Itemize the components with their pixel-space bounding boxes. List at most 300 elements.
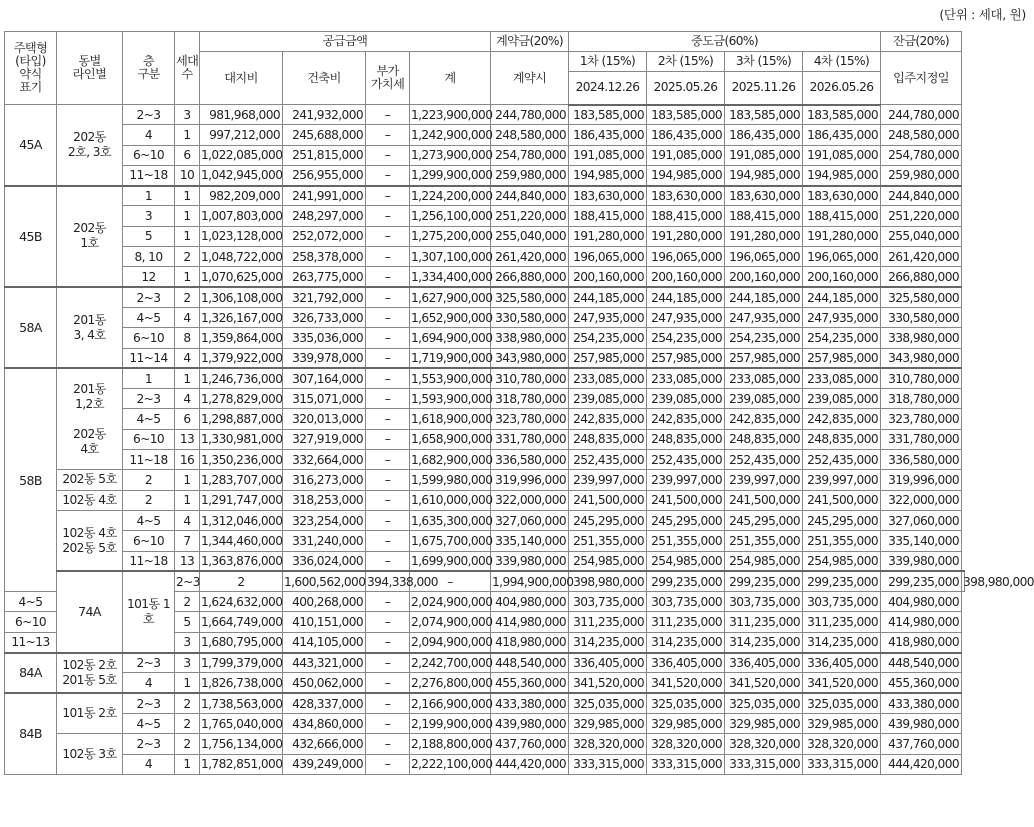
building-price-cell: 256,955,000 [283,165,366,185]
dong-line-text: 4호 [80,441,99,456]
table-row [5,165,965,185]
vat-cell: – [366,510,410,530]
floor-cell: 4 [123,754,175,774]
middle-4-cell: 251,355,000 [803,531,881,551]
floor-cell: 6~10 [5,612,57,632]
floor-cell: 8, 10 [123,247,175,267]
middle-4-cell: 254,985,000 [803,551,881,571]
land-price-cell: 1,278,829,000 [200,389,283,409]
contract-cell: 343,980,000 [491,348,569,368]
middle-3-cell: 325,035,000 [725,693,803,713]
middle-3-cell: 341,520,000 [725,673,803,693]
floor-cell: 1 [123,368,175,388]
middle-1-cell: 196,065,000 [569,247,647,267]
land-price-cell: 1,048,722,000 [200,247,283,267]
contract-cell: 254,780,000 [491,145,569,165]
dong-line-text [58,412,121,427]
building-price-cell: 339,978,000 [283,348,366,368]
middle-1-cell: 188,415,000 [569,206,647,226]
header-move-in: 입주지정일 [881,52,962,105]
contract-cell: 251,220,000 [491,206,569,226]
total-price-cell: 2,094,900,000 [410,632,491,652]
table-body [5,105,1034,775]
dong-line-text: 2호, 3호 [67,144,112,159]
households-cell: 3 [175,105,200,125]
floor-cell: 11~13 [5,632,57,652]
households-cell: 1 [175,673,200,693]
balance-cell: 439,980,000 [881,713,962,733]
building-price-cell: 245,688,000 [283,125,366,145]
contract-cell: 335,140,000 [491,531,569,551]
households-cell: 1 [175,470,200,490]
middle-3-cell: 303,735,000 [725,592,803,612]
building-price-cell: 248,297,000 [283,206,366,226]
middle-2-cell: 191,280,000 [647,226,725,246]
building-price-cell: 443,321,000 [283,653,366,673]
households-cell: 13 [175,551,200,571]
header-m3-date: 2025.11.26 [725,72,803,105]
floor-cell: 5 [123,226,175,246]
dong-line-text: 201동 [73,381,106,396]
vat-cell: – [366,145,410,165]
total-price-cell: 1,682,900,000 [410,450,491,470]
type-cell: 84B [5,693,57,774]
dong-line-text: 102동 4호 [62,525,117,540]
middle-2-cell: 303,735,000 [647,592,725,612]
middle-3-cell: 311,235,000 [725,612,803,632]
middle-4-cell: 314,235,000 [803,632,881,652]
floor-cell: 3 [123,206,175,226]
land-price-cell: 997,212,000 [200,125,283,145]
contract-cell: 327,060,000 [491,510,569,530]
total-price-cell: 2,024,900,000 [410,592,491,612]
middle-2-cell: 245,295,000 [647,510,725,530]
middle-2-cell: 239,997,000 [647,470,725,490]
vat-cell: – [366,490,410,510]
middle-4-cell: 191,085,000 [803,145,881,165]
middle-1-cell: 244,185,000 [569,287,647,307]
dong-line-cell [57,105,123,186]
total-price-cell: 1,610,000,000 [410,490,491,510]
land-price-cell: 1,023,128,000 [200,226,283,246]
households-cell: 2 [200,571,283,591]
total-price-cell: 2,242,700,000 [410,653,491,673]
dong-line-text: 102동 3호 [62,746,117,761]
middle-4-cell: 244,185,000 [803,287,881,307]
households-cell: 1 [175,490,200,510]
middle-4-cell: 186,435,000 [803,125,881,145]
middle-4-cell: 341,520,000 [803,673,881,693]
total-price-cell: 1,618,900,000 [410,409,491,429]
households-cell: 1 [175,267,200,287]
building-price-cell: 258,378,000 [283,247,366,267]
land-price-cell: 1,680,795,000 [200,632,283,652]
households-cell: 4 [175,510,200,530]
balance-cell: 319,996,000 [881,470,962,490]
households-cell: 7 [175,531,200,551]
middle-4-cell: 252,435,000 [803,450,881,470]
vat-cell: – [366,307,410,327]
balance-cell: 251,220,000 [881,206,962,226]
middle-1-cell: 191,085,000 [569,145,647,165]
land-price-cell: 1,738,563,000 [200,693,283,713]
table-row [5,713,965,733]
contract-cell: 444,420,000 [491,754,569,774]
middle-4-cell: 303,735,000 [803,592,881,612]
total-price-cell: 1,223,900,000 [410,105,491,125]
middle-4-cell: 333,315,000 [803,754,881,774]
households-cell: 2 [175,734,200,754]
total-price-cell: 1,627,900,000 [410,287,491,307]
unit-note: (단위 : 세대, 원) [939,7,1026,22]
floor-cell: 11~18 [123,450,175,470]
balance-cell: 310,780,000 [881,368,962,388]
table-row [5,145,965,165]
middle-3-cell: 196,065,000 [725,247,803,267]
table-row [5,389,965,409]
balance-cell: 418,980,000 [881,632,962,652]
households-cell: 1 [175,754,200,774]
balance-cell: 244,840,000 [881,186,962,206]
middle-3-cell: 336,405,000 [725,653,803,673]
building-price-cell: 335,036,000 [283,328,366,348]
middle-3-cell: 252,435,000 [725,450,803,470]
total-price-cell: 1,675,700,000 [410,531,491,551]
floor-cell: 2~3 [123,653,175,673]
building-price-cell: 432,666,000 [283,734,366,754]
type-cell: 84A [5,653,57,694]
middle-4-cell: 239,085,000 [803,389,881,409]
total-price-cell: 1,599,980,000 [410,470,491,490]
floor-cell: 6~10 [123,328,175,348]
total-price-cell: 1,275,200,000 [410,226,491,246]
header-floor: 층 구분 [123,32,175,105]
vat-cell: – [366,287,410,307]
middle-1-cell: 186,435,000 [569,125,647,145]
balance-cell: 259,980,000 [881,165,962,185]
middle-3-cell: 233,085,000 [725,368,803,388]
contract-cell: 323,780,000 [491,409,569,429]
building-price-cell: 241,932,000 [283,105,366,125]
middle-4-cell: 248,835,000 [803,429,881,449]
balance-cell: 398,980,000 [962,571,965,591]
middle-1-cell: 251,355,000 [569,531,647,551]
middle-2-cell: 244,185,000 [647,287,725,307]
building-price-cell: 316,273,000 [283,470,366,490]
contract-cell: 331,780,000 [491,429,569,449]
vat-cell: – [410,571,491,591]
floor-cell: 2~3 [123,734,175,754]
middle-3-cell: 248,835,000 [725,429,803,449]
households-cell: 3 [175,632,200,652]
floor-cell: 4~5 [123,713,175,733]
dong-line-cell [57,470,123,490]
floor-cell: 6~10 [123,145,175,165]
floor-cell: 6~10 [123,531,175,551]
households-cell: 2 [175,693,200,713]
floor-cell: 2~3 [123,105,175,125]
middle-3-cell: 254,985,000 [725,551,803,571]
middle-2-cell: 336,405,000 [647,653,725,673]
middle-1-cell: 328,320,000 [569,734,647,754]
households-cell: 1 [175,226,200,246]
table-row [5,267,965,287]
middle-1-cell: 233,085,000 [569,368,647,388]
contract-cell: 244,840,000 [491,186,569,206]
total-price-cell: 1,994,900,000 [491,571,569,591]
vat-cell: – [366,734,410,754]
building-price-cell: 241,991,000 [283,186,366,206]
table-row [5,247,965,267]
balance-cell: 266,880,000 [881,267,962,287]
contract-cell: 339,980,000 [491,551,569,571]
middle-4-cell: 196,065,000 [803,247,881,267]
land-price-cell: 1,312,046,000 [200,510,283,530]
contract-cell: 322,000,000 [491,490,569,510]
table-row [5,368,965,388]
middle-3-cell: 191,280,000 [725,226,803,246]
land-price-cell: 1,246,736,000 [200,368,283,388]
table-row [5,470,965,490]
middle-4-cell: 242,835,000 [803,409,881,429]
middle-1-cell: 341,520,000 [569,673,647,693]
contract-cell: 248,580,000 [491,125,569,145]
households-cell: 4 [175,389,200,409]
land-price-cell: 1,070,625,000 [200,267,283,287]
contract-cell: 439,980,000 [491,713,569,733]
land-price-cell: 1,306,108,000 [200,287,283,307]
households-cell: 4 [175,348,200,368]
vat-cell: – [366,693,410,713]
contract-cell: 318,780,000 [491,389,569,409]
total-price-cell: 1,694,900,000 [410,328,491,348]
type-cell: 58B [5,368,57,591]
floor-cell: 4 [123,125,175,145]
middle-2-cell: 254,985,000 [647,551,725,571]
total-price-cell: 1,593,900,000 [410,389,491,409]
middle-1-cell: 194,985,000 [569,165,647,185]
contract-cell: 437,760,000 [491,734,569,754]
balance-cell: 339,980,000 [881,551,962,571]
balance-cell: 433,380,000 [881,693,962,713]
vat-cell: – [366,531,410,551]
building-price-cell: 320,013,000 [283,409,366,429]
table-row [5,653,965,673]
balance-cell: 254,780,000 [881,145,962,165]
middle-1-cell: 248,835,000 [569,429,647,449]
middle-4-cell: 200,160,000 [803,267,881,287]
middle-3-cell: 328,320,000 [725,734,803,754]
middle-4-cell: 299,235,000 [881,571,962,591]
dong-line-cell [57,368,123,469]
vat-cell: – [366,429,410,449]
header-supply-price: 공급금액 [200,32,491,52]
building-price-cell: 336,024,000 [283,551,366,571]
middle-2-cell: 233,085,000 [647,368,725,388]
table-row [5,754,965,774]
middle-2-cell: 186,435,000 [647,125,725,145]
middle-3-cell: 251,355,000 [725,531,803,551]
middle-3-cell: 183,585,000 [725,105,803,125]
dong-line-text: 202동 5호 [62,540,117,555]
vat-cell: – [366,186,410,206]
building-price-cell: 332,664,000 [283,450,366,470]
middle-1-cell: 191,280,000 [569,226,647,246]
header-building: 건축비 [283,52,366,105]
type-cell: 74A [57,571,123,652]
building-price-cell: 263,775,000 [283,267,366,287]
middle-2-cell: 239,085,000 [647,389,725,409]
land-price-cell: 1,756,134,000 [200,734,283,754]
balance-cell: 338,980,000 [881,328,962,348]
table-row [5,105,965,125]
middle-2-cell: 325,035,000 [647,693,725,713]
table-row [5,429,965,449]
total-price-cell: 2,199,900,000 [410,713,491,733]
middle-1-cell: 329,985,000 [569,713,647,733]
table-row [5,206,965,226]
land-price-cell: 1,326,167,000 [200,307,283,327]
middle-3-cell: 245,295,000 [725,510,803,530]
total-price-cell: 1,635,300,000 [410,510,491,530]
contract-cell: 398,980,000 [569,571,647,591]
floor-cell: 2~3 [123,389,175,409]
contract-cell: 319,996,000 [491,470,569,490]
land-price-cell: 1,007,803,000 [200,206,283,226]
total-price-cell: 1,299,900,000 [410,165,491,185]
land-price-cell: 1,283,707,000 [200,470,283,490]
middle-4-cell: 191,280,000 [803,226,881,246]
vat-cell: – [366,247,410,267]
middle-2-cell: 314,235,000 [647,632,725,652]
middle-3-cell: 186,435,000 [725,125,803,145]
contract-cell: 310,780,000 [491,368,569,388]
table-row [5,125,965,145]
middle-1-cell: 333,315,000 [569,754,647,774]
land-price-cell: 1,624,632,000 [200,592,283,612]
balance-cell: 318,780,000 [881,389,962,409]
table-row [5,734,965,754]
land-price-cell: 1,664,749,000 [200,612,283,632]
total-price-cell: 2,074,900,000 [410,612,491,632]
middle-2-cell: 194,985,000 [647,165,725,185]
households-cell: 3 [175,653,200,673]
middle-3-cell: 241,500,000 [725,490,803,510]
table-row [5,673,965,693]
vat-cell: – [366,125,410,145]
land-price-cell: 981,968,000 [200,105,283,125]
middle-3-cell: 183,630,000 [725,186,803,206]
land-price-cell: 1,042,945,000 [200,165,283,185]
land-price-cell: 1,379,922,000 [200,348,283,368]
building-price-cell: 434,860,000 [283,713,366,733]
total-price-cell: 1,256,100,000 [410,206,491,226]
balance-cell: 331,780,000 [881,429,962,449]
households-cell: 1 [175,186,200,206]
middle-2-cell: 241,500,000 [647,490,725,510]
dong-line-cell [57,287,123,368]
middle-3-cell: 329,985,000 [725,713,803,733]
middle-3-cell: 188,415,000 [725,206,803,226]
vat-cell: – [366,348,410,368]
middle-2-cell: 299,235,000 [725,571,803,591]
middle-2-cell: 183,585,000 [647,105,725,125]
total-price-cell: 1,224,200,000 [410,186,491,206]
dong-line-text: 202동 5호 [62,472,117,487]
land-price-cell: 1,344,460,000 [200,531,283,551]
middle-3-cell: 257,985,000 [725,348,803,368]
dong-line-text: 202동 [73,129,106,144]
building-price-cell: 327,919,000 [283,429,366,449]
header-vat: 부가 가치세 [366,52,410,105]
middle-3-cell: 200,160,000 [725,267,803,287]
floor-cell: 2~3 [175,571,200,591]
middle-1-cell: 242,835,000 [569,409,647,429]
contract-cell: 259,980,000 [491,165,569,185]
table-row [5,409,965,429]
header-m4-date: 2026.05.26 [803,72,881,105]
total-price-cell: 1,307,100,000 [410,247,491,267]
floor-cell: 1 [123,186,175,206]
middle-4-cell: 194,985,000 [803,165,881,185]
balance-cell: 414,980,000 [881,612,962,632]
header-total: 계 [410,52,491,105]
middle-1-cell: 241,500,000 [569,490,647,510]
land-price-cell: 1,765,040,000 [200,713,283,733]
balance-cell: 261,420,000 [881,247,962,267]
dong-line-cell [57,510,123,571]
building-price-cell: 414,105,000 [283,632,366,652]
table-row [5,328,965,348]
dong-line-text: 202동 [73,221,106,236]
middle-1-cell: 183,585,000 [569,105,647,125]
dong-line-text: 202동 [73,426,106,441]
middle-2-cell: 311,235,000 [647,612,725,632]
contract-cell: 338,980,000 [491,328,569,348]
balance-cell: 335,140,000 [881,531,962,551]
middle-2-cell: 200,160,000 [647,267,725,287]
households-cell: 10 [175,165,200,185]
middle-2-cell: 188,415,000 [647,206,725,226]
households-cell: 6 [175,409,200,429]
building-price-cell: 439,249,000 [283,754,366,774]
middle-3-cell: 242,835,000 [725,409,803,429]
header-type: 주택형 (타입) 약식 표기 [5,32,57,105]
middle-2-cell: 251,355,000 [647,531,725,551]
table-row [5,348,965,368]
balance-cell: 343,980,000 [881,348,962,368]
middle-1-cell: 239,085,000 [569,389,647,409]
land-price-cell: 1,022,085,000 [200,145,283,165]
total-price-cell: 1,658,900,000 [410,429,491,449]
total-price-cell: 1,719,900,000 [410,348,491,368]
balance-cell: 255,040,000 [881,226,962,246]
households-cell: 5 [175,612,200,632]
contract-cell: 418,980,000 [491,632,569,652]
households-cell: 1 [175,368,200,388]
contract-cell: 404,980,000 [491,592,569,612]
balance-cell: 455,360,000 [881,673,962,693]
middle-3-cell: 254,235,000 [725,328,803,348]
balance-cell: 323,780,000 [881,409,962,429]
type-cell: 58A [5,287,57,368]
balance-cell: 437,760,000 [881,734,962,754]
middle-1-cell: 247,935,000 [569,307,647,327]
middle-1-cell: 299,235,000 [647,571,725,591]
land-price-cell: 1,298,887,000 [200,409,283,429]
vat-cell: – [366,206,410,226]
middle-4-cell: 325,035,000 [803,693,881,713]
